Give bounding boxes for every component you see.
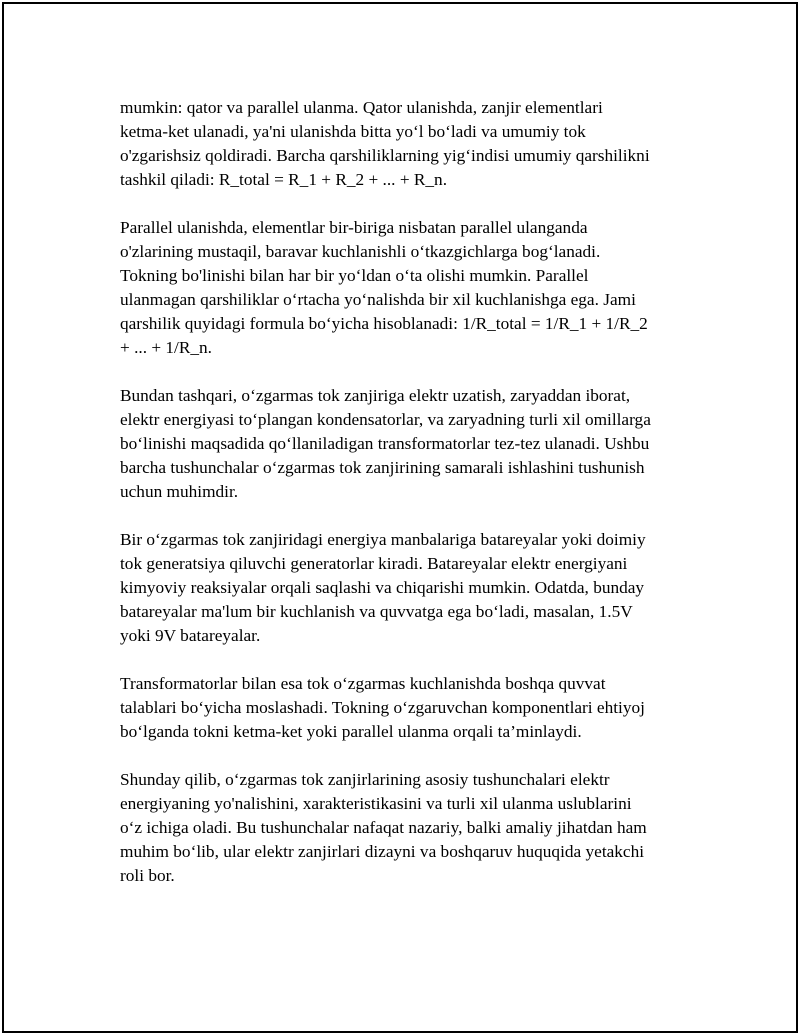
text-line: elektr energiyasi to‘plangan kondensatorlar, va zaryadning turli xil omillarga: [120, 410, 651, 429]
text-line: ulanmagan qarshiliklar o‘rtacha yo‘nalishda bir xil kuchlanishga ega. Jami: [120, 290, 636, 309]
paragraph-series-connection: [120, 96, 690, 192]
text-line: o'zlarining mustaqil, baravar kuchlanishli o‘tkazgichlarga bog‘lanadi.: [120, 242, 601, 261]
text-line: barcha tushunchalar o‘zgarmas tok zanjirining samarali ishlashini tushunish: [120, 458, 645, 477]
page-frame: [2, 2, 798, 1033]
text-line: tok generatsiya qiluvchi generatorlar kiradi. Batareyalar elektr energiyani: [120, 554, 628, 573]
text-line: yoki 9V batareyalar.: [120, 626, 261, 645]
text-line: bo‘lganda tokni ketma-ket yoki parallel ulanma orqali ta’minlaydi.: [120, 722, 582, 741]
text-line: muhim bo‘lib, ular elektr zanjirlari dizayni va boshqaruv huquqida yetakchi: [120, 842, 645, 861]
text-line: o‘z ichiga oladi. Bu tushunchalar nafaqat nazariy, balki amaliy jihatdan ham: [120, 818, 647, 837]
text-line: talablari bo‘yicha moslashadi. Tokning o‘zgaruvchan komponentlari ehtiyoj: [120, 698, 645, 717]
text-line: kimyoviy reaksiyalar orqali saqlashi va chiqarishi mumkin. Odatda, bunday: [120, 578, 645, 597]
text-line: tashkil qiladi: R_total = R_1 + R_2 + ... + R_n.: [120, 170, 448, 189]
text-line: mumkin: qator va parallel ulanma. Qator ulanishda, zanjir elementlari: [120, 98, 603, 117]
text-line: ketma-ket ulanadi, ya'ni ulanishda bitta yo‘l bo‘ladi va umumiy tok: [120, 122, 586, 141]
text-line: Transformatorlar bilan esa tok o‘zgarmas kuchlanishda boshqa quvvat: [120, 674, 606, 693]
text-line: qarshilik quyidagi formula bo‘yicha hisoblanadi: 1/R_total = 1/R_1 + 1/R_2: [120, 314, 648, 333]
text-line: Tokning bo'linishi bilan har bir yo‘ldan o‘ta olishi mumkin. Parallel: [120, 266, 589, 285]
paragraph-conclusion: [120, 768, 690, 888]
paragraph-additional-components: [120, 384, 690, 504]
text-line: roli bor.: [120, 866, 175, 885]
paragraph-energy-sources: [120, 528, 690, 648]
text-line: Bir o‘zgarmas tok zanjiridagi energiya manbalariga batareyalar yoki doimiy: [120, 530, 646, 549]
text-line: Bundan tashqari, o‘zgarmas tok zanjiriga elektr uzatish, zaryaddan iborat,: [120, 386, 631, 405]
text-line: Shunday qilib, o‘zgarmas tok zanjirlarining asosiy tushunchalari elektr: [120, 770, 610, 789]
text-line: bo‘linishi maqsadida qo‘llaniladigan transformatorlar tez-tez ulanadi. Ushbu: [120, 434, 650, 453]
paragraph-transformers: [120, 672, 690, 744]
text-line: batareyalar ma'lum bir kuchlanish va quvvatga ega bo‘ladi, masalan, 1.5V: [120, 602, 633, 621]
text-line: uchun muhimdir.: [120, 482, 239, 501]
paragraph-parallel-connection: [120, 216, 690, 360]
text-line: Parallel ulanishda, elementlar bir-biriga nisbatan parallel ulanganda: [120, 218, 588, 237]
text-line: + ... + 1/R_n.: [120, 338, 212, 357]
text-line: energiyaning yo'nalishini, xarakteristikasini va turli xil ulanma uslublarini: [120, 794, 632, 813]
document-body: [120, 96, 690, 912]
text-line: o'zgarishsiz qoldiradi. Barcha qarshiliklarning yig‘indisi umumiy qarshilikni: [120, 146, 650, 165]
